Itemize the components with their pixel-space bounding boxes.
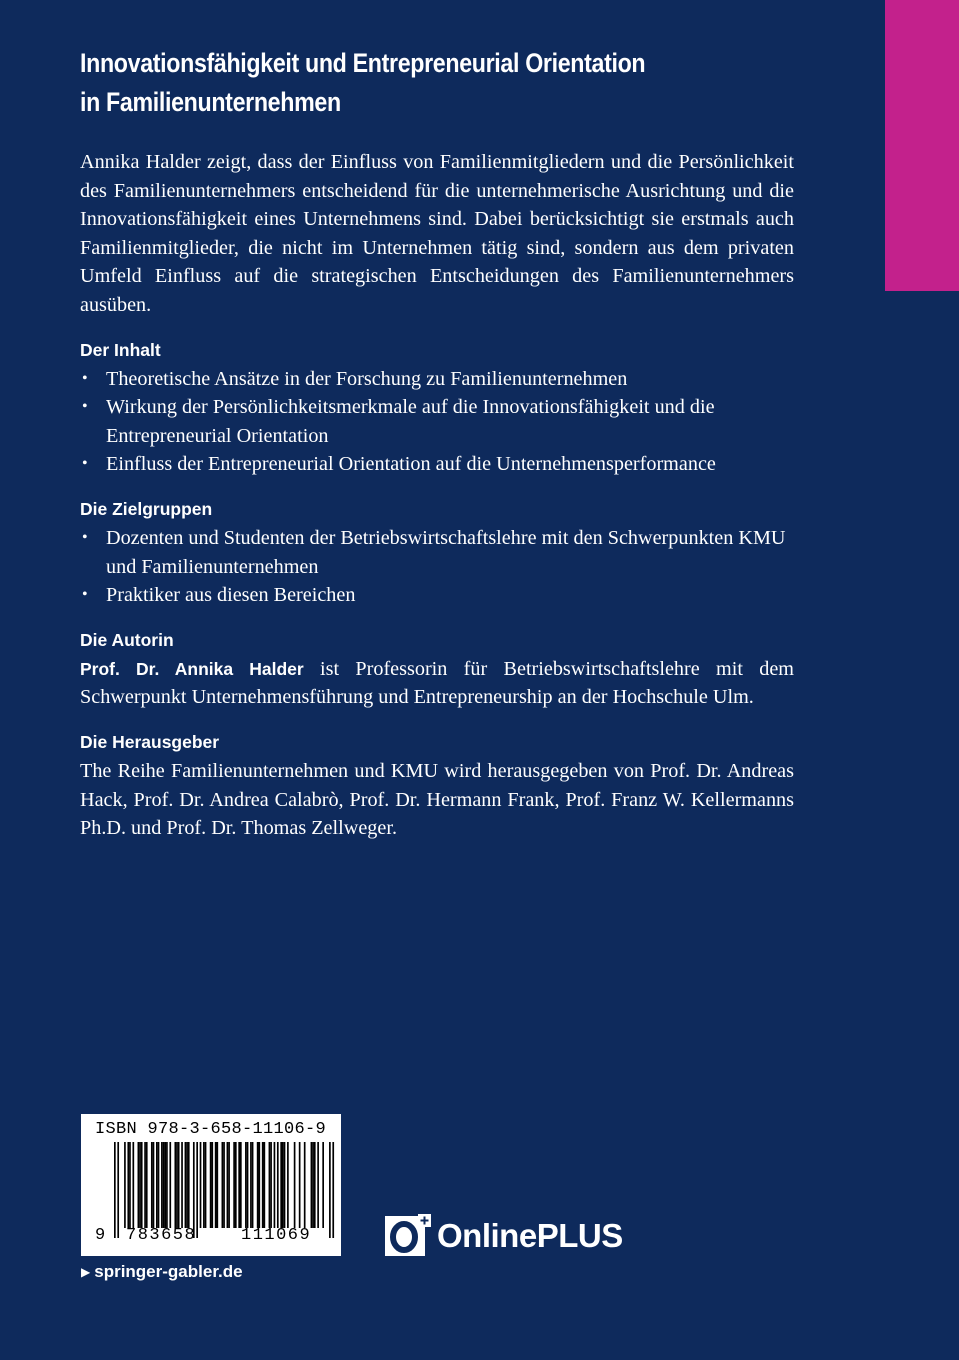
barcode-bar <box>114 1142 116 1238</box>
barcode-bar <box>127 1142 129 1228</box>
barcode-bar <box>294 1142 296 1228</box>
barcode-bar <box>156 1142 158 1228</box>
barcode-bar <box>144 1142 146 1228</box>
zielgruppen-heading: Die Zielgruppen <box>80 498 213 519</box>
barcode-bar <box>129 1142 131 1228</box>
onlineplus-logo <box>385 1214 623 1258</box>
barcode-bar <box>203 1142 205 1228</box>
barcode-bar <box>169 1142 171 1228</box>
book-title <box>80 44 734 122</box>
barcode-bar <box>205 1142 207 1228</box>
list-item <box>80 393 794 450</box>
barcode-bar <box>117 1142 119 1238</box>
barcode-bar <box>258 1142 260 1228</box>
barcode-bar <box>210 1142 212 1228</box>
barcode-bar <box>317 1142 319 1228</box>
barcode-digit-first: 9 <box>95 1226 106 1245</box>
inhalt-heading: Der Inhalt <box>80 339 161 360</box>
barcode-bar <box>222 1142 224 1228</box>
barcode-bar <box>215 1142 217 1228</box>
list-item <box>80 524 794 581</box>
barcode-bar <box>151 1142 153 1228</box>
list-item <box>80 365 794 394</box>
barcode-bar <box>223 1142 225 1228</box>
barcode-bar <box>163 1142 165 1228</box>
barcode-bar <box>332 1142 334 1238</box>
triangle-right-icon: ▶ <box>81 1265 91 1279</box>
barcode-bar <box>153 1142 155 1228</box>
barcode-bar <box>269 1142 271 1228</box>
barcode-bar <box>200 1142 202 1228</box>
list-item-text: Dozenten und Studenten der Betriebswirtschaftslehre mit den Schwerpunkten KMU und Familienunternehmen <box>106 526 786 578</box>
autorin-heading: Die Autorin <box>80 629 174 650</box>
publisher-url[interactable] <box>81 1262 243 1282</box>
intro-paragraph: Annika Halder zeigt, dass der Einfluss von Familienmitgliedern und die Persönlichkeit des Familienunternehmers entscheidend für die unternehmerische Ausrichtung und die Innovationsfähigkeit eines Unternehmens sind. Dabei berücksichtigt sie erstmals auch Familienmitglieder, die nicht im Unternehmen tätig sind, sondern aus dem privaten Umfeld Einfluss auf die strategischen Entscheidungen des Familienunternehmers ausüben. <box>80 151 794 316</box>
onlineplus-wordmark <box>437 1217 623 1255</box>
barcode-bar <box>304 1142 306 1228</box>
barcode-bar <box>329 1142 331 1238</box>
barcode-bar <box>235 1142 237 1228</box>
author-bio: ist Professorin für Betriebswirtschaftslehre mit dem Schwerpunkt Unternehmensführung und Entrepreneurship an der Hochschule Ulm. <box>80 657 794 709</box>
isbn-label: ISBN 978-3-658-11106-9 <box>95 1120 327 1139</box>
title-line-2: in Familienunternehmen <box>80 87 341 117</box>
barcode-bar <box>250 1142 252 1228</box>
zielgruppen-list <box>80 524 794 610</box>
barcode-bar <box>247 1142 249 1228</box>
barcode-bar <box>314 1142 316 1228</box>
list-item <box>80 581 794 610</box>
barcode-bar <box>262 1142 264 1228</box>
barcode-bar <box>245 1142 247 1228</box>
barcode-bar <box>178 1142 180 1228</box>
barcode-bar <box>299 1142 301 1228</box>
onlineplus-icon <box>385 1214 431 1258</box>
bullet-icon: • <box>82 586 88 604</box>
barcode-bar <box>161 1142 163 1228</box>
barcode-bar <box>211 1142 213 1228</box>
list-item-text: Einfluss der Entrepreneurial Orientation auf die Unternehmensperformance <box>106 453 716 476</box>
barcode-bar <box>146 1142 148 1228</box>
herausgeber-heading: Die Herausgeber <box>80 731 220 752</box>
bullet-icon: • <box>82 455 88 473</box>
barcode-bar <box>174 1142 176 1228</box>
list-item-text: Wirkung der Persönlichkeitsmerkmale auf die Innovationsfähigkeit und die Entrepreneurial Orientation <box>106 396 715 447</box>
logo-plus: PLUS <box>536 1217 623 1254</box>
logo-online: Online <box>437 1217 537 1254</box>
barcode-bar <box>176 1142 178 1228</box>
list-item <box>80 450 794 479</box>
bullet-icon: • <box>82 398 88 416</box>
barcode-bar <box>252 1142 254 1228</box>
url-text: springer-gabler.de <box>94 1262 243 1281</box>
barcode-bar <box>282 1142 284 1228</box>
barcode-bar <box>193 1142 195 1238</box>
barcode-digits-right: 111069 <box>241 1226 312 1245</box>
barcode-bar <box>124 1142 126 1228</box>
barcode-bar <box>188 1142 190 1228</box>
blurb <box>80 148 794 843</box>
barcode-bar <box>311 1142 313 1228</box>
barcode-bar <box>164 1142 166 1228</box>
barcode-bar <box>139 1142 141 1228</box>
autorin-paragraph <box>80 655 794 712</box>
barcode-bar <box>228 1142 230 1228</box>
barcode-digits <box>81 1226 341 1250</box>
barcode-bar <box>181 1142 183 1228</box>
barcode-bar <box>185 1142 187 1228</box>
barcode-bar <box>264 1142 266 1228</box>
barcode-bar <box>322 1142 324 1228</box>
barcode-bar <box>132 1142 134 1228</box>
barcode-bar <box>238 1142 240 1228</box>
list-item-text: Theoretische Ansätze in der Forschung zu Familienunternehmen <box>106 367 628 390</box>
barcode-bar <box>270 1142 272 1228</box>
barcode-bar <box>280 1142 282 1228</box>
barcode-digits-left: 783658 <box>126 1226 197 1245</box>
barcode-bar <box>284 1142 286 1228</box>
isbn-barcode <box>81 1114 341 1256</box>
list-item-text: Praktiker aus diesen Bereichen <box>106 584 356 607</box>
barcode-bar <box>166 1142 168 1228</box>
barcode-bar <box>141 1142 143 1228</box>
inhalt-list <box>80 365 794 479</box>
barcode-bar <box>274 1142 276 1228</box>
barcode-bar <box>287 1142 289 1228</box>
barcode-bar <box>277 1142 279 1228</box>
barcode-bar <box>312 1142 314 1228</box>
barcode-bar <box>240 1142 242 1228</box>
title-line-1: Innovationsfähigkeit und Entrepreneurial Orientation <box>80 48 646 78</box>
bullet-icon: • <box>82 528 88 546</box>
barcode-bar <box>158 1142 160 1228</box>
barcode-bar <box>138 1142 140 1228</box>
bullet-icon: • <box>82 369 88 387</box>
barcode-bar <box>196 1142 198 1238</box>
barcode-bar <box>216 1142 218 1228</box>
author-name: Prof. Dr. Annika Halder <box>80 658 304 679</box>
barcode-bar <box>227 1142 229 1228</box>
barcode-bar <box>186 1142 188 1228</box>
barcode-bar <box>257 1142 259 1228</box>
accent-bar <box>885 0 959 291</box>
barcode-bar <box>233 1142 235 1228</box>
herausgeber-paragraph: The Reihe Familienunternehmen und KMU wird herausgegeben von Prof. Dr. Andreas Hack, Prof. Dr. Andrea Calabrò, Prof. Dr. Hermann Frank, Prof. Franz W. Kellermanns Ph.D. und Prof. Dr. Thomas Zellweger. <box>80 759 794 840</box>
